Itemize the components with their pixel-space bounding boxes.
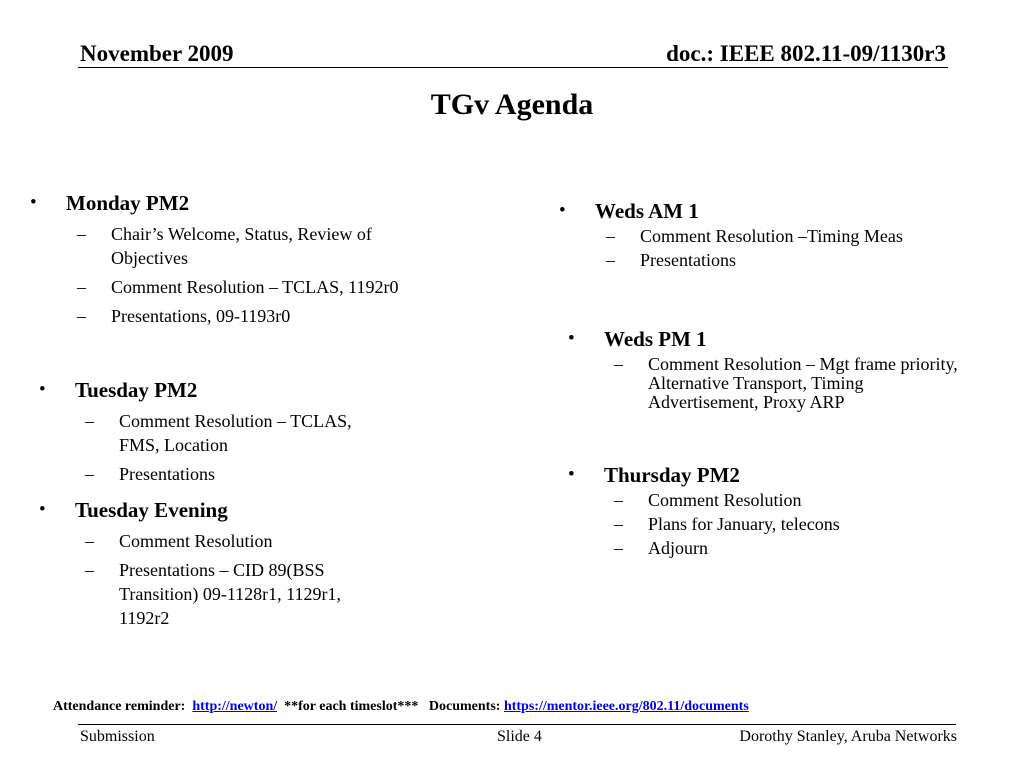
header-rule	[78, 67, 948, 68]
agenda-item: – Comment Resolution – Mgt frame priority, Alternative Transport, Timing Advertisement, Proxy ARP	[614, 354, 958, 412]
agenda-tuesday-evening	[39, 497, 395, 630]
agenda-heading: • Tuesday Evening	[39, 498, 228, 522]
bullet: •	[39, 379, 46, 400]
dash: –	[614, 514, 623, 534]
agenda-thursday-pm2	[568, 462, 974, 560]
agenda-item: – Chair’s Welcome, Status, Review of Objectives	[77, 224, 372, 268]
attendance-note	[53, 697, 749, 717]
agenda-monday-pm2	[30, 190, 416, 328]
agenda-item: – Plans for January, telecons	[614, 514, 840, 534]
bullet: •	[559, 200, 566, 221]
dash: –	[85, 560, 94, 580]
agenda-heading: • Monday PM2	[30, 191, 190, 215]
agenda-heading: • Weds AM 1	[559, 199, 699, 223]
dash: –	[85, 531, 94, 551]
dash: –	[614, 354, 623, 374]
footer-author: Dorothy Stanley, Aruba Networks	[739, 728, 957, 745]
agenda-item: – Comment Resolution	[85, 531, 273, 551]
footer-slide-number: Slide 4	[497, 728, 542, 745]
agenda-item: – Presentations	[85, 464, 215, 484]
agenda-weds-pm1	[568, 326, 974, 412]
agenda-heading: • Weds PM 1	[568, 327, 707, 351]
dash: –	[85, 411, 94, 431]
agenda-heading: • Tuesday PM2	[39, 378, 198, 402]
agenda-weds-am1	[559, 198, 975, 272]
agenda-item: – Comment Resolution – TCLAS, 1192r0	[77, 277, 399, 297]
footer-submission: Submission	[80, 728, 155, 745]
dash: –	[85, 464, 94, 484]
bullet: •	[30, 192, 37, 213]
agenda-item: – Comment Resolution	[614, 490, 802, 510]
attendance-link[interactable]: http://newton/	[192, 699, 278, 714]
agenda-item: – Presentations	[606, 250, 736, 270]
agenda-item: – Comment Resolution – TCLAS, FMS, Location	[85, 411, 352, 455]
dash: –	[77, 277, 86, 297]
dash: –	[606, 226, 615, 246]
timeslot-note: **for each timeslot***	[284, 699, 419, 714]
agenda-item: – Presentations, 09-1193r0	[77, 306, 291, 326]
header-doc-number: doc.: IEEE 802.11-09/1130r3	[666, 41, 946, 66]
agenda-item: – Presentations – CID 89(BSS Transition) 09-1128r1, 1129r1, 1192r2	[85, 560, 341, 628]
bullet: •	[568, 328, 575, 349]
agenda-item: – Comment Resolution –Timing Meas	[606, 226, 903, 246]
dash: –	[77, 224, 86, 244]
bullet: •	[39, 499, 46, 520]
attendance-label: Attendance reminder:	[53, 699, 186, 714]
agenda-heading: • Thursday PM2	[568, 463, 740, 487]
footer-rule	[78, 724, 956, 725]
documents-link[interactable]: https://mentor.ieee.org/802.11/documents	[503, 699, 749, 714]
dash: –	[614, 538, 623, 558]
slide-title: TGv Agenda	[430, 88, 594, 121]
agenda-item: – Adjourn	[614, 538, 708, 558]
agenda-tuesday-pm2	[39, 377, 395, 486]
dash: –	[614, 490, 623, 510]
dash: –	[606, 250, 615, 270]
dash: –	[77, 306, 86, 326]
documents-label: Documents:	[428, 699, 501, 714]
bullet: •	[568, 464, 575, 485]
header-date: November 2009	[80, 41, 234, 66]
